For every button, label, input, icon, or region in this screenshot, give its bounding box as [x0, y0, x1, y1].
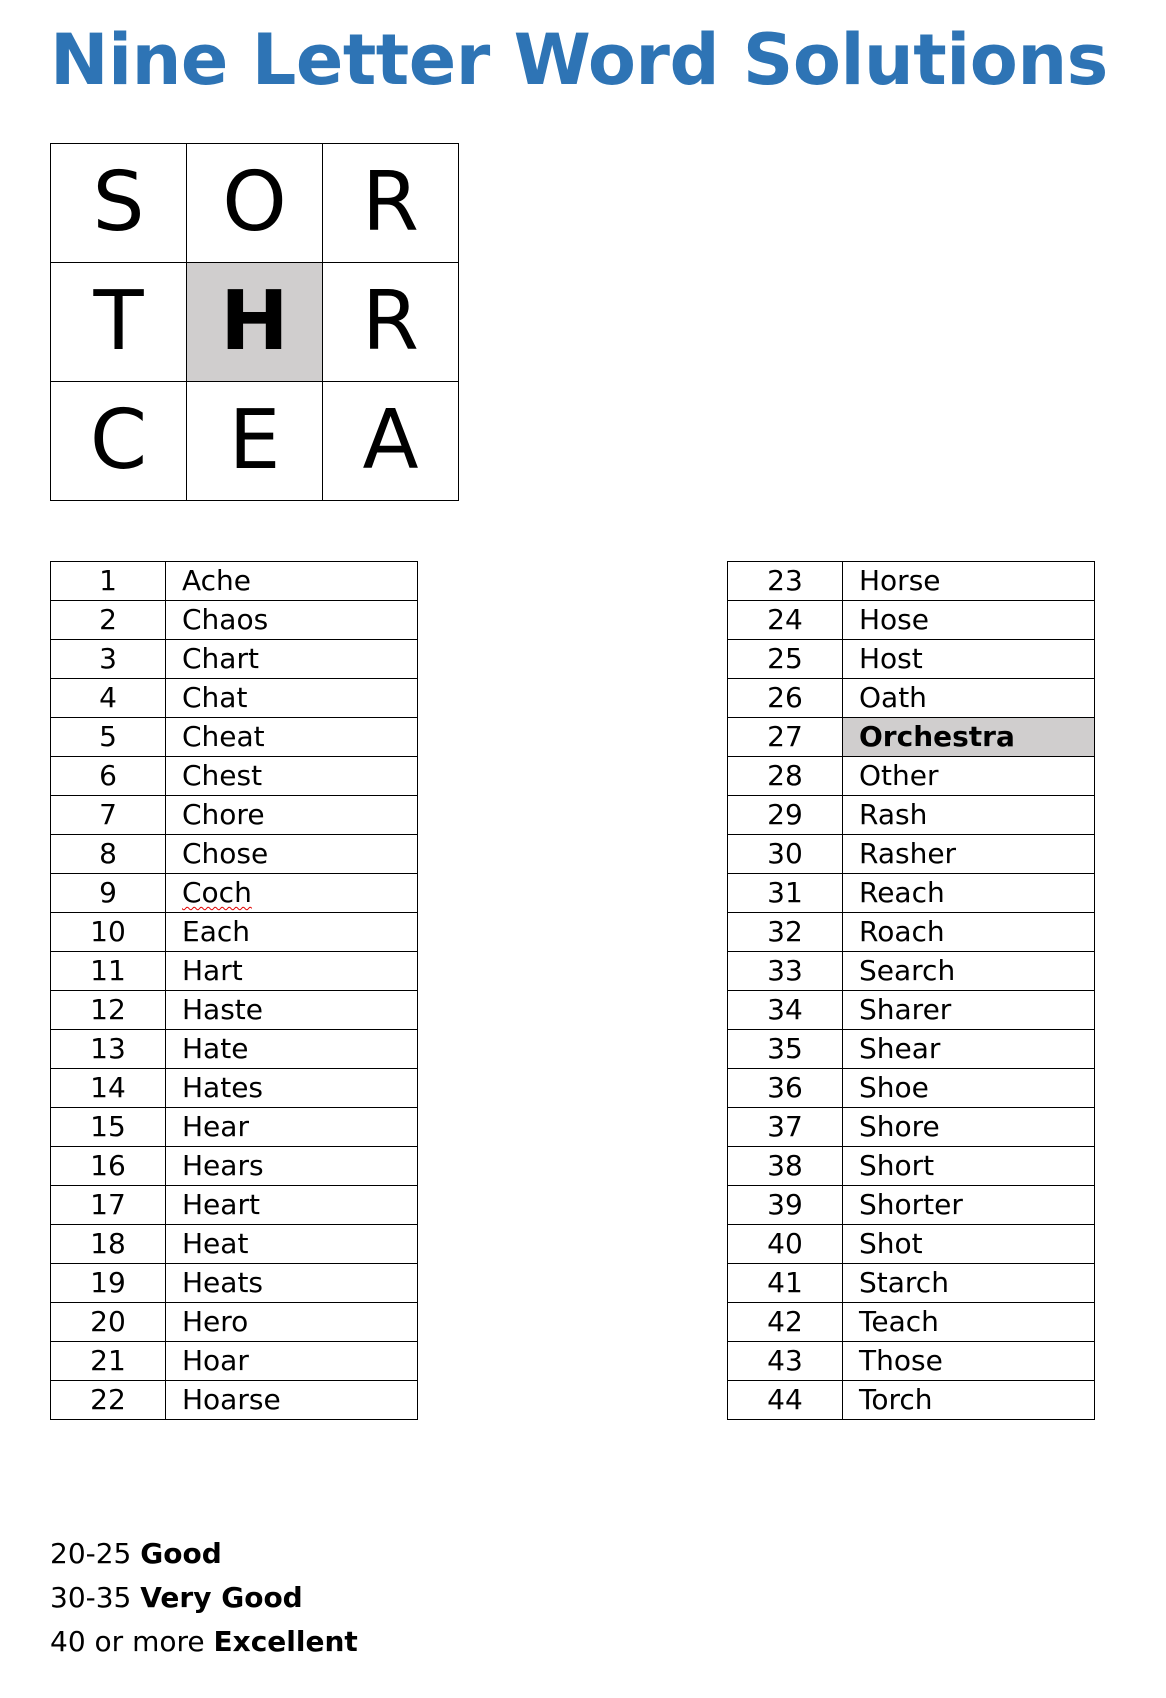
word-number: 6: [51, 757, 166, 796]
word-number: 19: [51, 1264, 166, 1303]
word-number: 20: [51, 1303, 166, 1342]
word-cell: Cheat: [166, 718, 418, 757]
word-number: 32: [728, 913, 843, 952]
table-row: [51, 1030, 418, 1069]
table-row: [51, 601, 418, 640]
grid-cell: A: [323, 382, 459, 501]
word-number: 44: [728, 1381, 843, 1420]
grid-cell: T: [51, 263, 187, 382]
table-row: [51, 1108, 418, 1147]
solution-word-cell: Orchestra: [843, 718, 1095, 757]
table-row: [51, 562, 418, 601]
word-cell: [166, 874, 418, 913]
rating-label: Very Good: [140, 1581, 303, 1614]
table-row: [728, 1069, 1095, 1108]
word-cell: Hoarse: [166, 1381, 418, 1420]
table-row: [51, 952, 418, 991]
rating-range: 30-35: [50, 1581, 132, 1614]
word-number: 36: [728, 1069, 843, 1108]
rating-line: [50, 1576, 358, 1620]
word-cell: Roach: [843, 913, 1095, 952]
word-cell: Shear: [843, 1030, 1095, 1069]
table-row: [51, 1303, 418, 1342]
word-number: 29: [728, 796, 843, 835]
word-number: 27: [728, 718, 843, 757]
word-cell: Chaos: [166, 601, 418, 640]
word-number: 26: [728, 679, 843, 718]
word-cell: Host: [843, 640, 1095, 679]
word-cell: Hear: [166, 1108, 418, 1147]
table-row: [728, 835, 1095, 874]
word-number: 18: [51, 1225, 166, 1264]
word-cell: Shoe: [843, 1069, 1095, 1108]
table-row: [728, 679, 1095, 718]
word-cell: Hose: [843, 601, 1095, 640]
word-number: 15: [51, 1108, 166, 1147]
word-cell: Chore: [166, 796, 418, 835]
table-row: [51, 679, 418, 718]
word-cell: Rash: [843, 796, 1095, 835]
word-number: 28: [728, 757, 843, 796]
word-number: 23: [728, 562, 843, 601]
table-row: [728, 1381, 1095, 1420]
word-number: 24: [728, 601, 843, 640]
word-number: 37: [728, 1108, 843, 1147]
table-row: [728, 601, 1095, 640]
table-row: [51, 640, 418, 679]
table-row: [728, 991, 1095, 1030]
word-number: 17: [51, 1186, 166, 1225]
word-number: 4: [51, 679, 166, 718]
word-number: 39: [728, 1186, 843, 1225]
table-row: [728, 1225, 1095, 1264]
grid-row: [51, 263, 459, 382]
word-cell: Heats: [166, 1264, 418, 1303]
word-cell: Other: [843, 757, 1095, 796]
table-row: [51, 1225, 418, 1264]
word-cell: Shot: [843, 1225, 1095, 1264]
grid-cell: E: [187, 382, 323, 501]
word-cell: Haste: [166, 991, 418, 1030]
grid-cell: O: [187, 144, 323, 263]
word-number: 8: [51, 835, 166, 874]
word-cell: Ache: [166, 562, 418, 601]
rating-label: Excellent: [213, 1625, 358, 1658]
misspelled-word: Coch: [182, 876, 252, 909]
word-cell: Shore: [843, 1108, 1095, 1147]
word-number: 21: [51, 1342, 166, 1381]
table-row: [51, 874, 418, 913]
word-cell: Short: [843, 1147, 1095, 1186]
word-number: 34: [728, 991, 843, 1030]
table-row: [51, 835, 418, 874]
grid-center-letter: H: [187, 263, 323, 382]
word-number: 38: [728, 1147, 843, 1186]
ratings: [50, 1532, 358, 1664]
word-cell: Those: [843, 1342, 1095, 1381]
table-row: [51, 757, 418, 796]
table-row: [728, 718, 1095, 757]
word-number: 13: [51, 1030, 166, 1069]
word-cell: Heart: [166, 1186, 418, 1225]
word-cell: Torch: [843, 1381, 1095, 1420]
letter-grid: [50, 143, 459, 501]
word-number: 5: [51, 718, 166, 757]
word-cell: Reach: [843, 874, 1095, 913]
word-number: 2: [51, 601, 166, 640]
word-number: 31: [728, 874, 843, 913]
rating-line: [50, 1532, 358, 1576]
table-row: [728, 1186, 1095, 1225]
word-cell: Sharer: [843, 991, 1095, 1030]
word-number: 3: [51, 640, 166, 679]
word-cell: Teach: [843, 1303, 1095, 1342]
word-number: 11: [51, 952, 166, 991]
word-cell: Each: [166, 913, 418, 952]
page-title: Nine Letter Word Solutions: [50, 19, 1108, 101]
rating-range: 40 or more: [50, 1625, 205, 1658]
word-cell: Hoar: [166, 1342, 418, 1381]
grid-cell: C: [51, 382, 187, 501]
table-row: [51, 796, 418, 835]
word-cell: Oath: [843, 679, 1095, 718]
word-cell: Heat: [166, 1225, 418, 1264]
word-number: 9: [51, 874, 166, 913]
word-cell: Hates: [166, 1069, 418, 1108]
table-row: [51, 991, 418, 1030]
word-number: 14: [51, 1069, 166, 1108]
word-list-right: [727, 561, 1095, 1420]
table-row: [51, 718, 418, 757]
table-row: [51, 1147, 418, 1186]
word-cell: Hero: [166, 1303, 418, 1342]
rating-range: 20-25: [50, 1537, 132, 1570]
table-row: [728, 796, 1095, 835]
word-cell: Hart: [166, 952, 418, 991]
table-row: [728, 952, 1095, 991]
rating-line: [50, 1620, 358, 1664]
word-cell: Shorter: [843, 1186, 1095, 1225]
grid-cell: S: [51, 144, 187, 263]
word-cell: Chart: [166, 640, 418, 679]
table-row: [728, 1108, 1095, 1147]
word-number: 30: [728, 835, 843, 874]
word-number: 33: [728, 952, 843, 991]
word-cell: Hate: [166, 1030, 418, 1069]
word-cell: Starch: [843, 1264, 1095, 1303]
table-row: [728, 913, 1095, 952]
table-row: [728, 1342, 1095, 1381]
word-number: 41: [728, 1264, 843, 1303]
word-cell: Chat: [166, 679, 418, 718]
word-number: 25: [728, 640, 843, 679]
word-number: 10: [51, 913, 166, 952]
table-row: [728, 562, 1095, 601]
word-cell: Chest: [166, 757, 418, 796]
word-number: 7: [51, 796, 166, 835]
table-row: [728, 757, 1095, 796]
table-row: [51, 1186, 418, 1225]
table-row: [51, 913, 418, 952]
table-row: [728, 1147, 1095, 1186]
table-row: [728, 1303, 1095, 1342]
word-cell: Chose: [166, 835, 418, 874]
word-cell: Horse: [843, 562, 1095, 601]
grid-cell: R: [323, 144, 459, 263]
word-list-left: [50, 561, 418, 1420]
table-row: [728, 874, 1095, 913]
word-number: 1: [51, 562, 166, 601]
word-number: 43: [728, 1342, 843, 1381]
table-row: [728, 1264, 1095, 1303]
table-row: [51, 1069, 418, 1108]
word-number: 12: [51, 991, 166, 1030]
table-row: [51, 1264, 418, 1303]
word-number: 16: [51, 1147, 166, 1186]
word-cell: Search: [843, 952, 1095, 991]
word-number: 22: [51, 1381, 166, 1420]
table-row: [51, 1342, 418, 1381]
grid-row: [51, 382, 459, 501]
grid-cell: R: [323, 263, 459, 382]
table-row: [728, 640, 1095, 679]
word-number: 35: [728, 1030, 843, 1069]
word-cell: Hears: [166, 1147, 418, 1186]
rating-label: Good: [140, 1537, 222, 1570]
word-number: 42: [728, 1303, 843, 1342]
grid-row: [51, 144, 459, 263]
word-number: 40: [728, 1225, 843, 1264]
table-row: [728, 1030, 1095, 1069]
table-row: [51, 1381, 418, 1420]
word-cell: Rasher: [843, 835, 1095, 874]
